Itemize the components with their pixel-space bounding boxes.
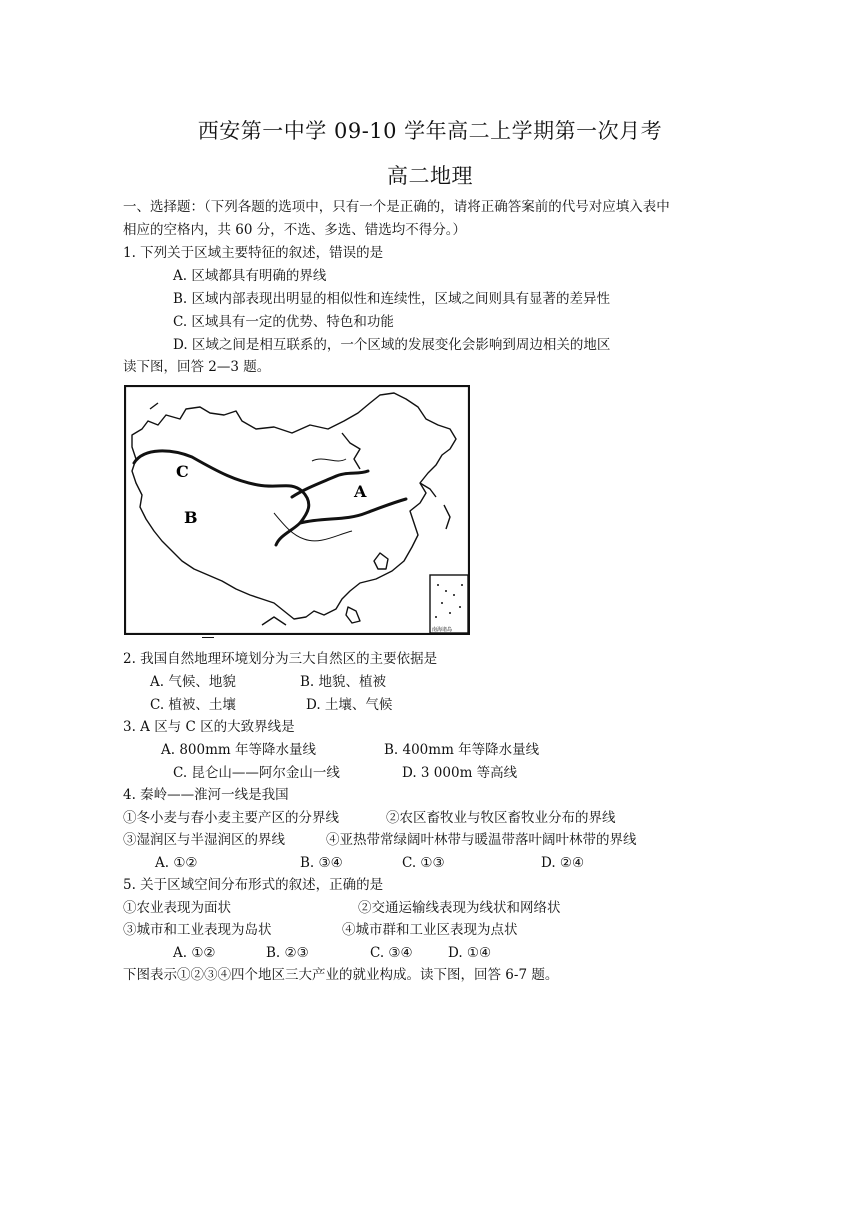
region-label-b: B xyxy=(184,508,198,527)
q4-statement-4: ④亚热带常绿阔叶林带与暖温带落叶阔叶林带的界线 xyxy=(326,832,637,848)
q3-option-b: B. 400mm 年等降水量线 xyxy=(384,742,540,758)
q5-statement-2: ②交通运输线表现为线状和网络状 xyxy=(358,900,561,916)
q5-option-c: C. ③④ xyxy=(370,945,413,961)
q3-option-c: C. 昆仑山——阿尔金山一线 xyxy=(173,765,340,781)
read-next-instruction: 下图表示①②③④四个地区三大产业的就业构成。读下图，回答 6-7 题。 xyxy=(123,967,559,983)
stray-mark xyxy=(202,637,214,638)
q3-option-a: A. 800mm 年等降水量线 xyxy=(161,742,316,758)
q5-statement-4: ④城市群和工业区表现为点状 xyxy=(342,922,518,938)
q4-stem: 4. 秦岭——淮河一线是我国 xyxy=(123,787,289,803)
q1-option-c: C. 区域具有一定的优势、特色和功能 xyxy=(173,314,394,330)
china-regions-map xyxy=(124,385,470,635)
q4-option-b: B. ③④ xyxy=(300,855,343,871)
exam-title: 西安第一中学 09-10 学年高二上学期第一次月考 xyxy=(197,119,663,143)
q4-option-d: D. ②④ xyxy=(541,855,585,871)
read-map-instruction: 读下图，回答 2—3 题。 xyxy=(123,359,271,375)
q1-option-b: B. 区域内部表现出明显的相似性和连续性，区域之间则具有显著的差异性 xyxy=(173,291,611,307)
section-intro-line1: 一、选择题：（下列各题的选项中，只有一个是正确的，请将正确答案前的代号对应填入表中 xyxy=(123,199,670,215)
q2-option-b: B. 地貌、植被 xyxy=(300,674,387,690)
q4-statement-1: ①冬小麦与春小麦主要产区的分界线 xyxy=(123,810,339,826)
q1-option-d: D. 区域之间是相互联系的，一个区域的发展变化会影响到周边相关的地区 xyxy=(173,337,611,353)
q3-stem: 3. A 区与 C 区的大致界线是 xyxy=(123,719,295,735)
q4-statement-3: ③湿润区与半湿润区的界线 xyxy=(123,832,285,848)
q5-option-a: A. ①② xyxy=(173,945,216,961)
q4-option-c: C. ①③ xyxy=(402,855,445,871)
q4-statement-2: ②农区畜牧业与牧区畜牧业分布的界线 xyxy=(386,810,616,826)
q5-statement-3: ③城市和工业表现为岛状 xyxy=(123,922,272,938)
q5-option-b: B. ②③ xyxy=(266,945,309,961)
inset-caption: 南海诸岛 xyxy=(432,627,453,633)
q2-option-d: D. 土壤、气候 xyxy=(306,697,393,713)
q5-statement-1: ①农业表现为面状 xyxy=(123,900,231,916)
q1-option-a: A. 区域都具有明确的界线 xyxy=(173,268,327,284)
q4-option-a: A. ①② xyxy=(155,855,198,871)
subject-title: 高二地理 xyxy=(387,164,473,188)
region-label-a: A xyxy=(354,482,367,501)
q2-option-c: C. 植被、土壤 xyxy=(150,697,236,713)
q1-stem: 1. 下列关于区域主要特征的叙述，错误的是 xyxy=(123,245,384,261)
q5-option-d: D. ①④ xyxy=(448,945,492,961)
q2-stem: 2. 我国自然地理环境划分为三大自然区的主要依据是 xyxy=(123,651,438,667)
section-intro-line2: 相应的空格内，共 60 分，不选、多选、错选均不得分。） xyxy=(123,222,467,238)
q5-stem: 5. 关于区域空间分布形式的叙述，正确的是 xyxy=(123,877,384,893)
q2-option-a: A. 气候、地貌 xyxy=(150,674,236,690)
region-label-c: C xyxy=(176,462,189,481)
map-frame xyxy=(125,386,469,634)
q3-option-d: D. 3 000m 等高线 xyxy=(402,765,518,781)
south-china-sea-inset xyxy=(430,575,468,633)
